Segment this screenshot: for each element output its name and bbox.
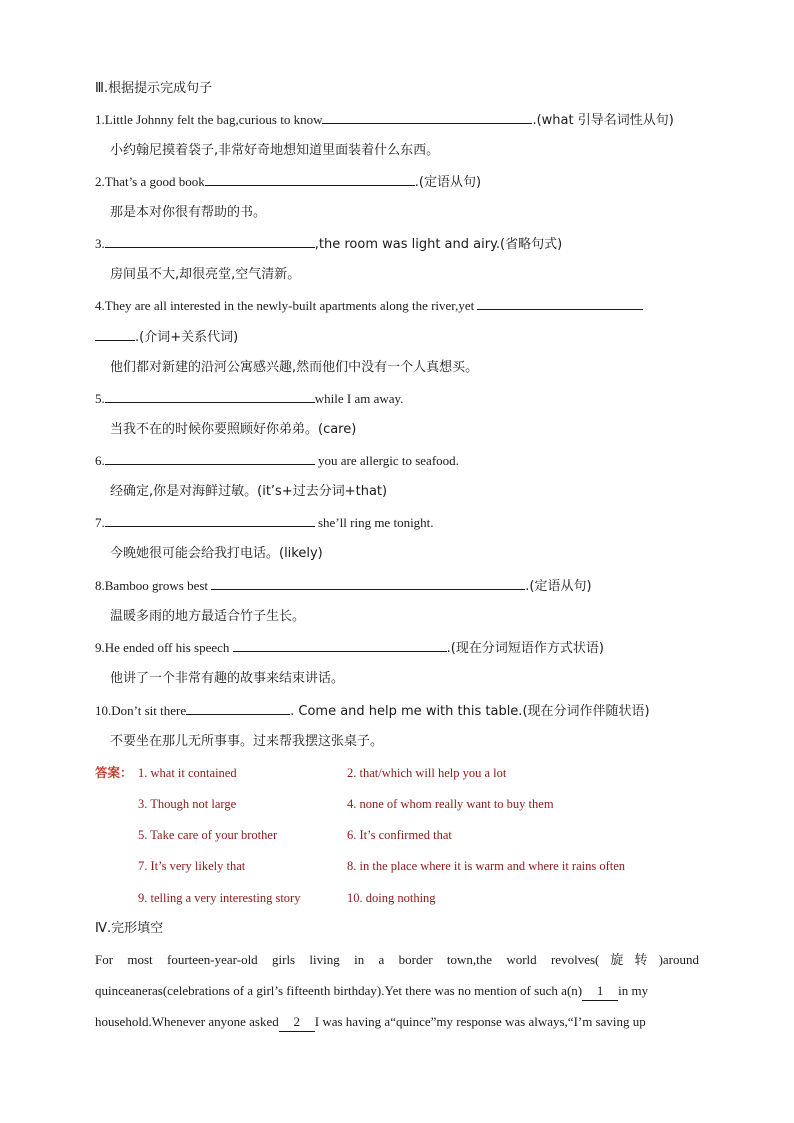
- answer-blank[interactable]: [105, 390, 315, 403]
- question-hint: .(定语从句): [414, 175, 482, 190]
- answer-blank-continued[interactable]: [95, 328, 135, 341]
- question-text: you are allergic to seafood.: [314, 453, 459, 468]
- question-number: 10.: [95, 703, 112, 718]
- question-7: [95, 514, 434, 532]
- question-4: [95, 297, 643, 315]
- question-1: [95, 111, 674, 130]
- question-4-translation: 他们都对新建的沿河公寓感兴趣,然而他们中没有一个人真想买。: [110, 360, 479, 375]
- question-hint: .(介词+关系代词): [135, 330, 239, 345]
- answer-blank[interactable]: [211, 577, 525, 590]
- question-hint: .(现在分词短语作方式状语): [446, 641, 604, 656]
- question-number: 5.: [95, 391, 105, 406]
- cloze-blank-2[interactable]: 2: [279, 1013, 315, 1032]
- question-6: [95, 452, 459, 470]
- question-number: 4.: [95, 298, 105, 313]
- question-number: 9.: [95, 640, 105, 655]
- question-hint: . Come and help me with this table.(现在分词作伴随状语): [290, 704, 650, 719]
- question-number: 1.: [95, 112, 105, 127]
- question-text: He ended off his speech: [104, 640, 233, 655]
- answer-item: 3. Though not large: [138, 797, 237, 811]
- answer-blank[interactable]: [205, 173, 415, 186]
- answer-item: 10. doing nothing: [347, 891, 436, 905]
- answer-blank[interactable]: [105, 452, 315, 465]
- question-hint: ,the room was light and airy.(省略句式): [314, 237, 563, 252]
- question-number: 3.: [95, 236, 105, 251]
- question-8: [95, 577, 592, 596]
- answer-blank[interactable]: [105, 514, 315, 527]
- answer-blank[interactable]: [233, 639, 447, 652]
- question-9: [95, 639, 604, 658]
- question-1-translation: 小约翰尼摸着袋子,非常好奇地想知道里面装着什么东西。: [110, 143, 440, 158]
- section-title-completion: Ⅲ.根据提示完成句子: [95, 81, 213, 96]
- question-4-continued: [95, 328, 238, 347]
- question-10-translation: 不要坐在那儿无所事事。过来帮我摆这张桌子。: [110, 734, 384, 749]
- question-hint: .(定语从句): [525, 579, 592, 594]
- answers-label: 答案：: [95, 765, 133, 780]
- question-9-translation: 他讲了一个非常有趣的故事来结束讲话。: [110, 671, 345, 686]
- passage-line: [95, 1013, 699, 1032]
- question-10: [95, 702, 650, 721]
- question-7-translation: 今晚她很可能会给我打电话。(likely): [110, 546, 323, 561]
- question-3: [95, 235, 562, 254]
- question-text: That’s a good book: [104, 174, 205, 189]
- section-title-cloze: Ⅳ.完形填空: [95, 921, 164, 936]
- question-text: Bamboo grows best: [104, 578, 212, 593]
- question-6-translation: 经确定,你是对海鲜过敏。(it’s+过去分词+that): [110, 484, 388, 499]
- answer-item: 8. in the place where it is warm and where it rains often: [347, 859, 626, 873]
- question-3-translation: 房间虽不大,却很亮堂,空气清新。: [110, 267, 301, 282]
- answer-blank[interactable]: [322, 111, 532, 124]
- answer-item: 6. It’s confirmed that: [347, 828, 452, 842]
- answer-item: 4. none of whom really want to buy them: [347, 797, 554, 811]
- question-text: Don’t sit there: [111, 703, 187, 718]
- question-number: 2.: [95, 174, 105, 189]
- question-5-translation: 当我不在的时候你要照顾好你弟弟。(care): [110, 422, 357, 437]
- question-text: she’ll ring me tonight.: [314, 515, 434, 530]
- answer-item: 2. that/which will help you a lot: [347, 766, 507, 780]
- answer-item: 7. It’s very likely that: [138, 859, 246, 873]
- question-number: 7.: [95, 515, 105, 530]
- question-8-translation: 温暖多雨的地方最适合竹子生长。: [110, 609, 306, 624]
- answer-blank[interactable]: [186, 702, 290, 715]
- question-text: They are all interested in the newly-built apartments along the river,yet: [104, 298, 475, 313]
- passage-text: in my: [618, 983, 649, 998]
- answer-item: 9. telling a very interesting story: [138, 891, 301, 905]
- question-text: while I am away.: [314, 391, 404, 406]
- question-text: Little Johnny felt the bag,curious to know: [104, 112, 323, 127]
- passage-text: quinceaneras(celebrations of a girl’s fifteenth birthday).Yet there was no mention of such a(n): [95, 983, 583, 998]
- passage-text: household.Whenever anyone asked: [95, 1014, 279, 1029]
- question-number: 8.: [95, 578, 105, 593]
- question-hint: .(what 引导名词性从句): [532, 113, 674, 128]
- question-number: 6.: [95, 453, 105, 468]
- answer-item: 1. what it contained: [138, 766, 237, 780]
- question-2-translation: 那是本对你很有帮助的书。: [110, 205, 267, 220]
- answer-blank[interactable]: [477, 297, 643, 310]
- answer-blank[interactable]: [105, 235, 315, 248]
- passage-text: I was having a“quince”my response was always,“I’m saving up: [314, 1014, 646, 1029]
- answer-item: 5. Take care of your brother: [138, 828, 278, 842]
- passage-line: For most fourteen-year-old girls living in a border town,the world revolves(旋转)around: [95, 952, 699, 967]
- cloze-blank-1[interactable]: 1: [582, 982, 618, 1001]
- passage-line: [95, 982, 699, 1001]
- question-5: [95, 390, 403, 408]
- question-2: [95, 173, 481, 192]
